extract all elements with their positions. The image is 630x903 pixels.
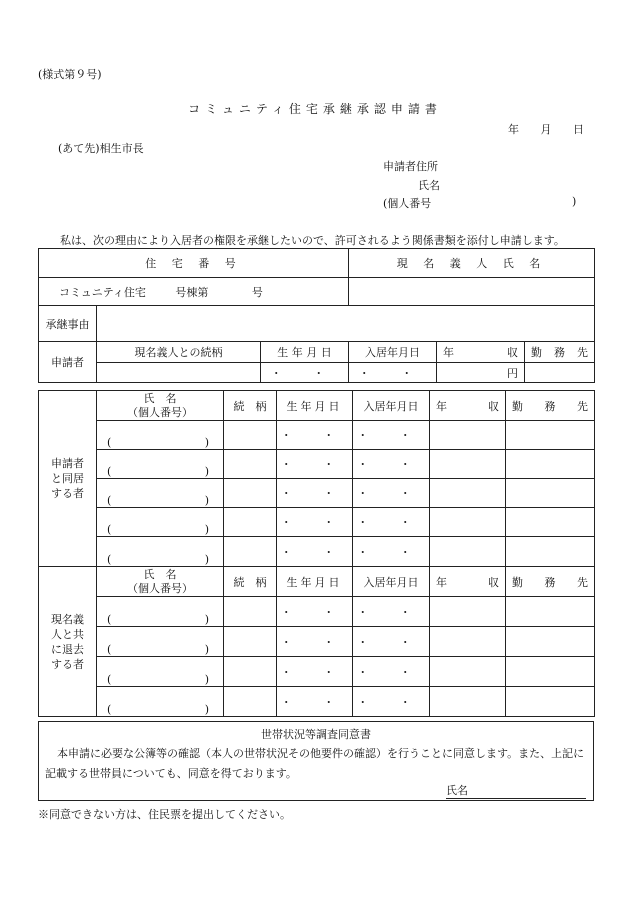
name-field[interactable]: ( ) bbox=[97, 450, 224, 479]
workplace-field[interactable] bbox=[525, 363, 595, 383]
consent-title: 世帯状況等調査同意書 bbox=[261, 728, 371, 741]
income-field[interactable] bbox=[430, 627, 506, 657]
name-field[interactable]: ( ) bbox=[97, 687, 224, 717]
table-row bbox=[39, 508, 595, 537]
relationship-field[interactable] bbox=[97, 363, 261, 383]
income-header: 年 収 bbox=[437, 342, 525, 363]
footnote: ※同意できない方は、住民票を提出してください。 bbox=[38, 808, 291, 821]
relation-field[interactable] bbox=[224, 450, 277, 479]
income-field[interactable] bbox=[430, 597, 506, 627]
name-header: 氏 名 （個人番号） bbox=[97, 391, 224, 421]
table-row bbox=[39, 479, 595, 508]
consent-box bbox=[38, 721, 594, 801]
building-label: 号棟第 bbox=[175, 285, 209, 299]
income-field[interactable] bbox=[430, 479, 506, 508]
movein-header: 入居年月日 bbox=[353, 567, 430, 597]
signature-field[interactable] bbox=[446, 782, 586, 799]
work-field[interactable] bbox=[506, 537, 595, 567]
movein-field[interactable]: ・ ・ bbox=[353, 508, 430, 537]
relation-field[interactable] bbox=[224, 421, 277, 450]
movein-field[interactable]: ・ ・ bbox=[353, 657, 430, 687]
movein-field[interactable]: ・ ・ bbox=[353, 687, 430, 717]
birth-header: 生年月日 bbox=[277, 391, 353, 421]
relation-field[interactable] bbox=[224, 537, 277, 567]
work-field[interactable] bbox=[506, 627, 595, 657]
relation-header: 続 柄 bbox=[224, 391, 277, 421]
table-row bbox=[39, 627, 595, 657]
signature-label: 氏名 bbox=[446, 784, 468, 797]
relationship-header: 現名義人との続柄 bbox=[97, 342, 261, 363]
addressee: (あて先)相生市長 bbox=[58, 142, 144, 155]
birth-field[interactable]: ・ ・ bbox=[277, 657, 353, 687]
income-field[interactable] bbox=[430, 537, 506, 567]
birth-date-field[interactable]: ・ ・ bbox=[261, 363, 349, 383]
applicant-name-label: 氏名 bbox=[418, 179, 440, 192]
form-number: (様式第９号) bbox=[38, 68, 102, 81]
leaving-label: 現名義人と共に退去する者 bbox=[39, 567, 97, 717]
page-title: コミュニティ住宅承継承認申請書 bbox=[188, 102, 442, 116]
relation-field[interactable] bbox=[224, 597, 277, 627]
work-header: 勤 務 先 bbox=[506, 567, 595, 597]
table-row bbox=[39, 421, 595, 450]
birth-date-header: 生 年 月 日 bbox=[261, 342, 349, 363]
relation-field[interactable] bbox=[224, 508, 277, 537]
work-field[interactable] bbox=[506, 597, 595, 627]
birth-field[interactable]: ・ ・ bbox=[277, 537, 353, 567]
table-row bbox=[39, 450, 595, 479]
income-field[interactable] bbox=[430, 657, 506, 687]
income-field[interactable] bbox=[430, 450, 506, 479]
cohabitant-label: 申請者と同居する者 bbox=[39, 391, 97, 567]
movein-field[interactable]: ・ ・ bbox=[353, 537, 430, 567]
income-field[interactable] bbox=[430, 421, 506, 450]
work-field[interactable] bbox=[506, 479, 595, 508]
work-field[interactable] bbox=[506, 421, 595, 450]
table-row bbox=[39, 537, 595, 567]
name-field[interactable]: ( ) bbox=[97, 537, 224, 567]
name-header: 氏 名 （個人番号） bbox=[97, 567, 224, 597]
house-table bbox=[38, 248, 595, 383]
table-row bbox=[39, 657, 595, 687]
name-field[interactable]: ( ) bbox=[97, 479, 224, 508]
birth-field[interactable]: ・ ・ bbox=[277, 508, 353, 537]
income-field[interactable] bbox=[430, 508, 506, 537]
community-house-label: コミュニティ住宅 bbox=[59, 285, 146, 299]
table-row bbox=[39, 597, 595, 627]
birth-field[interactable]: ・ ・ bbox=[277, 421, 353, 450]
reason-field[interactable] bbox=[97, 306, 595, 342]
workplace-header: 勤 務 先 bbox=[525, 342, 595, 363]
work-header: 勤 務 先 bbox=[506, 391, 595, 421]
move-in-date-header: 入居年月日 bbox=[349, 342, 437, 363]
movein-field[interactable]: ・ ・ bbox=[353, 597, 430, 627]
applicant-label: 申請者 bbox=[39, 342, 97, 383]
relation-field[interactable] bbox=[224, 479, 277, 508]
date-field[interactable]: 年 月 日 bbox=[508, 123, 584, 136]
cohabitant-table bbox=[38, 390, 595, 567]
birth-field[interactable]: ・ ・ bbox=[277, 627, 353, 657]
movein-field[interactable]: ・ ・ bbox=[353, 421, 430, 450]
work-field[interactable] bbox=[506, 450, 595, 479]
income-field[interactable] bbox=[430, 687, 506, 717]
work-field[interactable] bbox=[506, 657, 595, 687]
name-field[interactable]: ( ) bbox=[97, 597, 224, 627]
movein-header: 入居年月日 bbox=[353, 391, 430, 421]
name-field[interactable]: ( ) bbox=[97, 508, 224, 537]
applicant-number-label: (個人番号 bbox=[383, 197, 432, 210]
house-number-header: 住 宅 番 号 bbox=[39, 249, 349, 278]
birth-field[interactable]: ・ ・ bbox=[277, 687, 353, 717]
income-field[interactable]: 円 bbox=[437, 363, 525, 383]
birth-field[interactable]: ・ ・ bbox=[277, 597, 353, 627]
income-header: 年 収 bbox=[430, 567, 506, 597]
relation-header: 続 柄 bbox=[224, 567, 277, 597]
consent-body: 本申請に必要な公簿等の確認（本人の世帯状況その他要件の確認）を行うことに同意します。また、上記に記載する世帯員についても、同意を得ております。 bbox=[45, 747, 585, 780]
work-field[interactable] bbox=[506, 687, 595, 717]
name-field[interactable]: ( ) bbox=[97, 657, 224, 687]
income-header: 年 収 bbox=[430, 391, 506, 421]
intro-text: 私は、次の理由により入居者の権限を承継したいので、許可されるよう関係書類を添付し申請します。 bbox=[60, 234, 565, 247]
relation-field[interactable] bbox=[224, 687, 277, 717]
table-row bbox=[39, 687, 595, 717]
name-field[interactable]: ( ) bbox=[97, 627, 224, 657]
relation-field[interactable] bbox=[224, 657, 277, 687]
reason-label: 承継事由 bbox=[39, 306, 97, 342]
movein-field[interactable]: ・ ・ bbox=[353, 479, 430, 508]
relation-field[interactable] bbox=[224, 627, 277, 657]
applicant-address-label: 申請者住所 bbox=[383, 160, 438, 173]
birth-field[interactable]: ・ ・ bbox=[277, 479, 353, 508]
movein-field[interactable]: ・ ・ bbox=[353, 627, 430, 657]
birth-field[interactable]: ・ ・ bbox=[277, 450, 353, 479]
house-number-field[interactable] bbox=[39, 278, 349, 306]
movein-field[interactable]: ・ ・ bbox=[353, 450, 430, 479]
leaving-table bbox=[38, 566, 595, 717]
work-field[interactable] bbox=[506, 508, 595, 537]
room-label: 号 bbox=[251, 285, 263, 299]
birth-header: 生年月日 bbox=[277, 567, 353, 597]
name-field[interactable]: ( ) bbox=[97, 421, 224, 450]
applicant-number-close: ) bbox=[572, 195, 577, 208]
current-tenant-field[interactable] bbox=[349, 278, 595, 306]
current-tenant-header: 現 名 義 人 氏 名 bbox=[349, 249, 595, 278]
move-in-date-field[interactable]: ・ ・ bbox=[349, 363, 437, 383]
